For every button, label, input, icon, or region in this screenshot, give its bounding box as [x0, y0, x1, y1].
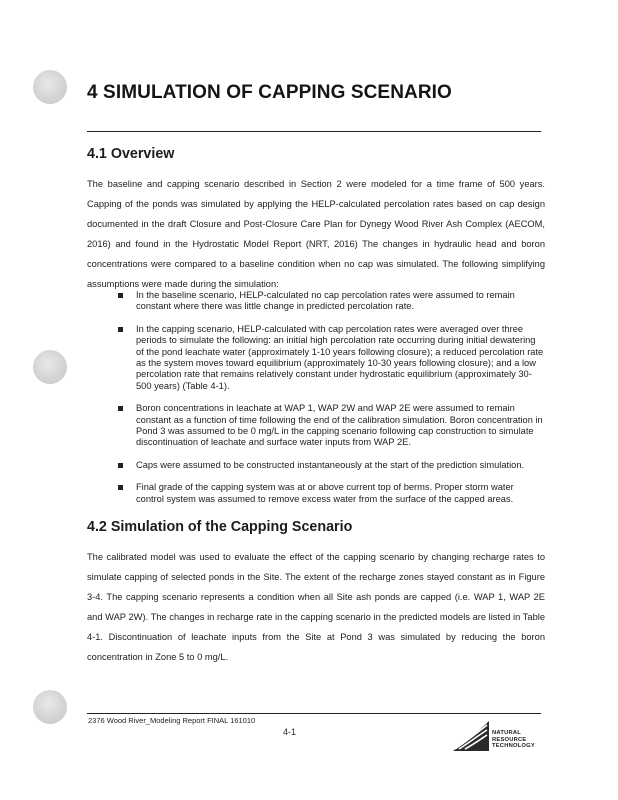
- section-heading-overview: 4.1 Overview: [87, 146, 175, 162]
- binder-hole-top: [33, 70, 67, 104]
- list-item: [116, 290, 544, 313]
- list-item: [116, 324, 544, 392]
- bullet-square-icon: [118, 406, 123, 411]
- list-item: [116, 482, 544, 505]
- bullet-square-icon: [118, 463, 123, 468]
- title-rule: [87, 131, 541, 132]
- logo-text-line: TECHNOLOGY: [492, 743, 535, 750]
- page-number: 4-1: [283, 727, 297, 737]
- binder-hole-middle: [33, 350, 67, 384]
- list-item: [116, 460, 544, 471]
- bullet-square-icon: [118, 327, 123, 332]
- nrt-logo-mark-icon: [451, 719, 491, 753]
- bullet-square-icon: [118, 485, 123, 490]
- footer-document-id: 2376 Wood River_Modeling Report FINAL 161010: [88, 716, 256, 725]
- list-item-text: Caps were assumed to be constructed instantaneously at the start of the prediction simulation.: [136, 459, 525, 470]
- binder-hole-bottom: [33, 690, 67, 724]
- logo-text-line: RESOURCE: [492, 736, 527, 743]
- list-item: [116, 403, 544, 449]
- footer-rule: [87, 713, 541, 714]
- list-item-text: In the capping scenario, HELP-calculated with cap percolation rates were averaged over three periods to simulate the following: an initial high percolation rate occurring during initial dewatering of the pond leachate water (approximately 1-10 years following closure); a reduced percolation rate as the system moves toward equilibrium (approximately 10-30 years following closure); and a low percolation rate that remains relatively constant under hydrostatic equilibrium (approximately 30-500 years) (Table 4-1).: [136, 323, 544, 391]
- bullet-square-icon: [118, 293, 123, 298]
- overview-paragraph: The baseline and capping scenario described in Section 2 were modeled for a time frame of 500 years. Capping of the ponds was simulated by applying the HELP-calculated percolation rates based on cap design documented in the draft Closure and Post-Closure Care Plan for Dynegy Wood River Ash Complex (AECOM, 2016) and found in the Hydrostatic Model Report (NRT, 2016) The changes in hydraulic head and boron concentrations were compared to a baseline condition when no cap was simulated. The following simplifying assumptions were made during the simulation:: [87, 179, 545, 289]
- nrt-logo: [451, 719, 541, 753]
- chapter-title: 4 SIMULATION OF CAPPING SCENARIO: [87, 82, 452, 103]
- capping-scenario-paragraph: The calibrated model was used to evaluate the effect of the capping scenario by changing recharge rates to simulate capping of selected ponds in the Site. The extent of the recharge zones stayed constant as in Figure 3-4. The capping scenario represents a condition when all Site ash ponds are capped (i.e. WAP 1, WAP 2E and WAP 2W). The changes in recharge rate in the capping scenario in the predicted models are listed in Table 4-1. Discontinuation of leachate inputs from the Site at Pond 3 was simulated by reducing the boron concentration in Zone 5 to 0 mg/L.: [87, 552, 545, 662]
- list-item-text: In the baseline scenario, HELP-calculated no cap percolation rates were assumed to remain constant where there was little change in predicted percolation rate.: [136, 290, 515, 312]
- assumptions-list: [116, 290, 544, 505]
- list-item-text: Final grade of the capping system was at or above current top of berms. Proper storm water control system was assumed to remove excess water from the surface of the capped areas.: [136, 482, 514, 504]
- logo-text-line: NATURAL: [492, 730, 521, 736]
- section-heading-capping-scenario: 4.2 Simulation of the Capping Scenario: [87, 519, 353, 535]
- list-item-text: Boron concentrations in leachate at WAP 1, WAP 2W and WAP 2E were assumed to remain constant as a function of time following the end of the calibration simulation. Boron concentration in Pond 3 was assumed to be 0 mg/L in the capping scenario following cap construction to simulate discontinuation of leachate and surface water inputs from WAP 2E.: [136, 403, 543, 448]
